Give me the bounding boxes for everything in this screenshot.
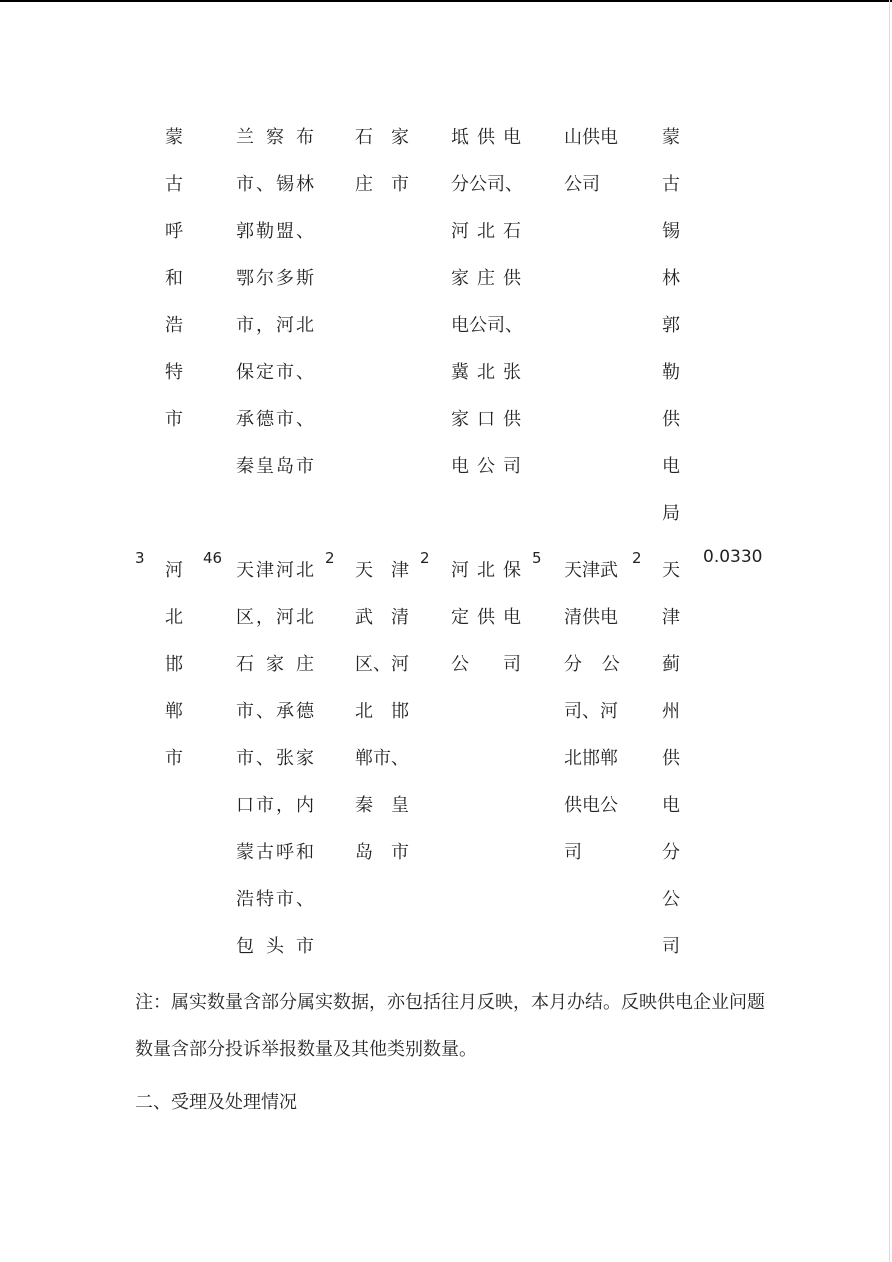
row2-branch-line: 供电公 <box>564 795 618 816</box>
row1-bureau-line: 勒 <box>662 362 680 383</box>
row1-city <box>165 114 187 443</box>
row1-bureau-line: 郭 <box>662 315 680 336</box>
row2-place-line: 天 津 <box>355 560 409 581</box>
row2-bureau <box>662 547 684 970</box>
row2-branch-line: 司、河 <box>564 701 618 722</box>
row1-area-line: 市，河北 <box>236 315 314 336</box>
row2-area-line: 石 家 庄 <box>236 654 314 675</box>
section-heading: 二、受理及处理情况 <box>135 1092 297 1113</box>
row2-city-line: 市 <box>165 748 183 769</box>
row1-city-line: 呼 <box>165 221 183 242</box>
row2-branch-line: 分 公 <box>564 654 620 675</box>
row2-city <box>165 547 187 782</box>
row2-area-line: 口市，内 <box>236 795 314 816</box>
row1-area <box>236 114 314 490</box>
row1-bureau-line: 锡 <box>662 221 680 242</box>
row2-branch-line: 天津武 <box>564 560 618 581</box>
row2-place <box>355 547 409 876</box>
row2-ratio: 0.0330 <box>703 547 763 567</box>
row1-city-line: 和 <box>165 268 183 289</box>
row2-branch-line: 清供电 <box>564 607 618 628</box>
row1-area-line: 保定市、 <box>236 362 314 383</box>
row1-company-line: 分公司、 <box>451 174 523 195</box>
row1-bureau-line: 古 <box>662 174 680 195</box>
row2-area-count: 2 <box>325 549 335 567</box>
row1-bureau-line: 供 <box>662 409 680 430</box>
row2-index: 3 <box>135 549 145 567</box>
row1-bureau <box>662 114 684 537</box>
row2-company-line: 公司 <box>451 654 521 675</box>
row2-place-line: 岛市 <box>355 842 409 863</box>
row1-company <box>451 114 521 490</box>
row2-area-line: 天津河北 <box>236 560 314 581</box>
row1-city-line: 蒙 <box>165 127 183 148</box>
row2-company-line: 定 供 电 <box>451 607 521 628</box>
row1-area-line: 市、锡林 <box>236 174 314 195</box>
row2-bureau-line: 蓟 <box>662 654 680 675</box>
row2-bureau-line: 电 <box>662 795 680 816</box>
row2-city-line: 河 <box>165 560 183 581</box>
row1-city-line: 特 <box>165 362 183 383</box>
row1-branch-line: 公司 <box>564 174 600 195</box>
row2-bureau-line: 州 <box>662 701 680 722</box>
row1-area-line: 兰 察 布 <box>236 127 314 148</box>
note-line-1: 注：属实数量含部分属实数据，亦包括往月反映，本月办结。反映供电企业问题 <box>135 992 765 1013</box>
row2-area-line: 市、张家 <box>236 748 314 769</box>
row2-branch <box>564 547 624 876</box>
row2-area <box>236 547 314 970</box>
row2-company-count: 5 <box>532 549 542 567</box>
row2-place-count: 2 <box>420 549 430 567</box>
row2-company-line: 河 北 保 <box>451 560 521 581</box>
row1-city-line: 浩 <box>165 315 183 336</box>
row2-place-line: 武 清 <box>355 607 409 628</box>
row1-area-line: 承德市、 <box>236 409 314 430</box>
page-right-edge <box>889 0 890 1262</box>
row2-bureau-line: 津 <box>662 607 680 628</box>
note-line-2: 数量含部分投诉举报数量及其他类别数量。 <box>135 1039 477 1060</box>
row1-company-line: 电公司、 <box>451 315 523 336</box>
row1-area-line: 鄂尔多斯 <box>236 268 314 289</box>
row2-place-line: 北 邯 <box>355 701 409 722</box>
row2-branch-line: 司 <box>564 842 582 863</box>
row1-bureau-line: 局 <box>662 503 680 524</box>
row2-place-line: 秦 皇 <box>355 795 409 816</box>
row2-area-line: 区，河北 <box>236 607 314 628</box>
row2-count: 46 <box>203 549 223 567</box>
row1-place-line: 庄市 <box>355 174 409 195</box>
row2-branch-line: 北邯郸 <box>564 748 618 769</box>
page-top-border <box>0 0 892 2</box>
row2-company <box>451 547 521 688</box>
row2-area-line: 包头市 <box>236 936 314 957</box>
row2-bureau-line: 司 <box>662 936 680 957</box>
row2-bureau-line: 公 <box>662 889 680 910</box>
row2-area-line: 浩特市、 <box>236 889 314 910</box>
row2-city-line: 邯 <box>165 654 183 675</box>
row2-bureau-line: 天 <box>662 560 680 581</box>
row1-company-line: 坻 供 电 <box>451 127 521 148</box>
row1-bureau-line: 蒙 <box>662 127 680 148</box>
row2-city-line: 郸 <box>165 701 183 722</box>
row1-area-line: 秦皇岛市 <box>236 456 314 477</box>
row1-bureau-line: 电 <box>662 456 680 477</box>
row1-area-line: 郭勒盟、 <box>236 221 314 242</box>
row1-company-line: 河 北 石 <box>451 221 521 242</box>
row1-bureau-line: 林 <box>662 268 680 289</box>
row1-company-line: 家 庄 供 <box>451 268 521 289</box>
row1-company-line: 电公司 <box>451 456 521 477</box>
row2-place-line: 区、河 <box>355 654 409 675</box>
row1-company-line: 冀 北 张 <box>451 362 521 383</box>
row1-place-line: 石 家 <box>355 127 409 148</box>
row1-city-line: 古 <box>165 174 183 195</box>
row1-company-line: 家 口 供 <box>451 409 521 430</box>
row2-bureau-line: 分 <box>662 842 680 863</box>
row2-city-line: 北 <box>165 607 183 628</box>
row1-place <box>355 114 409 208</box>
row2-place-line: 郸市、 <box>355 748 409 769</box>
row2-branch-count: 2 <box>632 549 642 567</box>
row1-city-line: 市 <box>165 409 183 430</box>
row1-branch <box>564 114 624 208</box>
row2-bureau-line: 供 <box>662 748 680 769</box>
row1-branch-line: 山供电 <box>564 127 618 148</box>
row2-area-line: 蒙古呼和 <box>236 842 314 863</box>
row2-area-line: 市、承德 <box>236 701 314 722</box>
